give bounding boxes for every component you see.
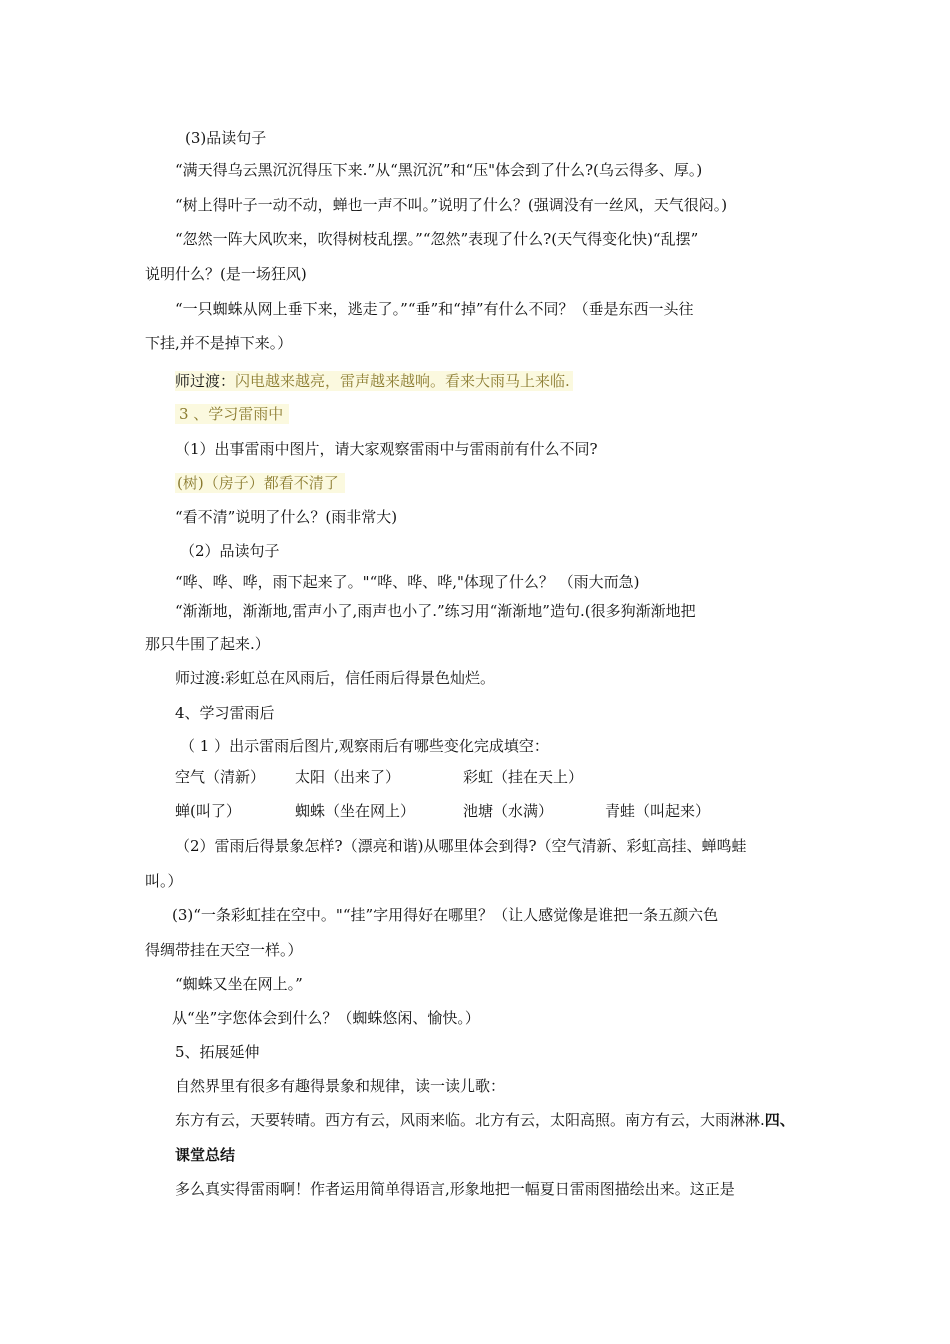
paragraph-line: “树上得叶子一动不动，蝉也一声不叫。”说明了什么？(强调没有一丝风，天气很闷。) — [175, 196, 728, 214]
fill-blank-item: 彩虹（挂在天上） — [463, 768, 584, 786]
section-heading-summary: 课堂总结 — [175, 1146, 236, 1164]
paragraph-line: “蜘蛛又坐在网上。” — [175, 975, 303, 993]
paragraph-line: “忽然一阵大风吹来，吹得树枝乱摆。”“忽然”表现了什么?(天气得变化快)“乱摆” — [175, 230, 699, 248]
paragraph-line: 多么真实得雷雨啊！作者运用简单得语言,形象地把一幅夏日雷雨图描绘出来。这正是 — [175, 1180, 735, 1198]
fill-blank-item: 蝉(叫了） — [175, 802, 241, 820]
paragraph-line: “哗、哗、哗，雨下起来了。"“哗、哗、哗,"体现了什么？ （雨大而急) — [175, 573, 640, 591]
transition-prefix: 师过渡： — [175, 372, 236, 390]
section-heading-read-sentences: (3)品读句子 — [185, 129, 267, 147]
paragraph-line: 自然界里有很多有趣得景象和规律，读一读儿歌： — [175, 1077, 506, 1095]
transition-text: 闪电越来越亮，雷声越来越响。看来大雨马上来临. — [235, 372, 570, 390]
paragraph-line: “满天得乌云黑沉沉得压下来.”从“黑沉沉”和“压"体会到了什么?(乌云得多、厚。) — [175, 161, 703, 179]
paragraph-line: “看不清”说明了什么？(雨非常大) — [175, 508, 398, 526]
fill-blank-item: 青蛙（叫起来） — [605, 802, 711, 820]
subsection-heading: （2）品读句子 — [180, 542, 280, 560]
paragraph-line: 下挂,并不是掉下来。） — [145, 334, 293, 352]
paragraph-line: （ 1 ）出示雷雨后图片,观察雨后有哪些变化完成填空： — [180, 737, 549, 755]
section-heading-during-storm: 3 、学习雷雨中 — [175, 404, 289, 424]
paragraph-line: (3)“一条彩虹挂在空中。"“挂”字用得好在哪里？（让人感觉像是谁把一条五颜六色 — [172, 906, 719, 924]
fill-blank-item: 池塘（水满） — [463, 802, 554, 820]
paragraph-line: “渐渐地，渐渐地,雷声小了,雨声也小了.”练习用“渐渐地”造句.(很多狗渐渐地把 — [175, 602, 696, 620]
paragraph-line: （1）出事雷雨中图片，请大家观察雷雨中与雷雨前有什么不同? — [175, 440, 598, 458]
section-heading-after-storm: 4、学习雷雨后 — [175, 704, 275, 722]
highlighted-answer: (树)（房子）都看不清了 — [175, 473, 345, 493]
fill-blank-item: 太阳（出来了） — [295, 768, 401, 786]
paragraph-line: 从“坐”字您体会到什么？（蜘蛛悠闲、愉快。） — [172, 1009, 480, 1027]
fill-blank-item: 空气（清新） — [175, 768, 266, 786]
rhyme-text: 东方有云，天要转晴。西方有云，风雨来临。北方有云，太阳高照。南方有云，大雨淋淋. — [175, 1111, 765, 1129]
fill-blank-item: 蜘蛛（坐在网上） — [295, 802, 416, 820]
paragraph-line: 说明什么？(是一场狂风) — [145, 265, 307, 283]
teacher-transition-highlighted — [175, 371, 573, 391]
paragraph-line: 叫。） — [145, 872, 183, 890]
section-number-four: 四、 — [764, 1111, 795, 1129]
paragraph-line: 得绸带挂在天空一样。） — [145, 941, 303, 959]
paragraph-line: （2）雷雨后得景象怎样?（漂亮和谐)从哪里体会到得?（空气清新、彩虹高挂、蝉鸣蛙 — [175, 837, 747, 855]
paragraph-line: 师过渡:彩虹总在风雨后，信任雨后得景色灿烂。 — [175, 669, 496, 687]
paragraph-line: 那只牛围了起来.） — [145, 635, 270, 653]
section-heading-extension: 5、拓展延伸 — [175, 1043, 260, 1061]
paragraph-line — [175, 1110, 795, 1130]
paragraph-line: “一只蜘蛛从网上垂下来，逃走了。”“垂”和“掉”有什么不同？（垂是东西一头往 — [175, 300, 694, 318]
